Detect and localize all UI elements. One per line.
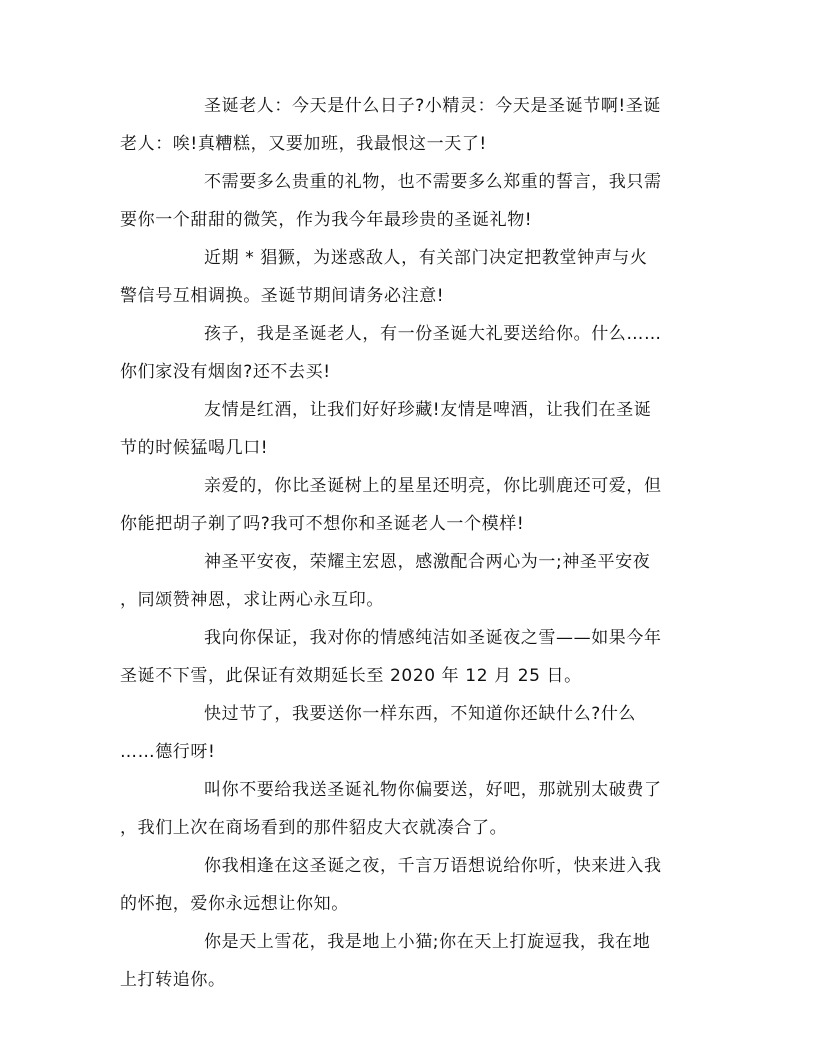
paragraph [120,467,700,543]
paragraph [120,391,700,467]
paragraph-line: 圣诞不下雪，此保证有效期延长至 2020 年 12 月 25 日。 [120,666,582,686]
paragraph-line: ，我们上次在商场看到的那件貂皮大衣就凑合了。 [120,818,508,838]
paragraph-line: ……德行呀! [120,742,216,762]
paragraph [120,87,700,163]
paragraph [120,619,700,695]
paragraph-line: 你能把胡子剃了吗?我可不想你和圣诞老人一个模样! [120,514,525,534]
paragraph-line: 快过节了，我要送你一样东西，不知道你还缺什么?什么 [204,704,637,724]
paragraph-line: 神圣平安夜，荣耀主宏恩，感激配合两心为一;神圣平安夜 [204,552,651,572]
paragraph-line: 不需要多么贵重的礼物，也不需要多么郑重的誓言，我只需 [204,172,662,192]
paragraph-line: 节的时候猛喝几口! [120,438,269,458]
paragraph [120,847,700,923]
paragraph-line: 上打转追你。 [120,970,226,990]
paragraph-line: ，同颂赞神恩，求让两心永互印。 [120,590,384,610]
paragraph [120,239,700,315]
paragraph-line: 你是天上雪花，我是地上小猫;你在天上打旋逗我，我在地 [204,932,651,952]
paragraph-line: 的怀抱，爱你永远想让你知。 [120,894,349,914]
paragraph [120,695,700,771]
paragraph-line: 你们家没有烟囱?还不去买! [120,362,331,382]
paragraph-line: 亲爱的，你比圣诞树上的星星还明亮，你比驯鹿还可爱，但 [204,476,662,496]
paragraph-line: 要你一个甜甜的微笑，作为我今年最珍贵的圣诞礼物! [120,210,533,230]
paragraph-line: 老人：唉!真糟糕，又要加班，我最恨这一天了! [120,134,487,154]
paragraph-line: 警信号互相调换。圣诞节期间请务必注意! [120,286,445,306]
paragraph-line: 友情是红酒，让我们好好珍藏!友情是啤酒，让我们在圣诞 [204,400,652,420]
paragraph [120,315,700,391]
paragraph-line: 孩子，我是圣诞老人，有一份圣诞大礼要送给你。什么…… [204,324,662,344]
paragraph [120,923,700,999]
paragraph [120,543,700,619]
paragraph [120,771,700,847]
paragraph-line: 叫你不要给我送圣诞礼物你偏要送，好吧，那就别太破费了 [204,780,662,800]
document-body [120,87,700,999]
paragraph-line: 近期 * 猖獗，为迷惑敌人，有关部门决定把教堂钟声与火 [204,248,648,268]
paragraph [120,163,700,239]
paragraph-line: 我向你保证，我对你的情感纯洁如圣诞夜之雪——如果今年 [204,628,662,648]
paragraph-line: 你我相逢在这圣诞之夜，千言万语想说给你听，快来进入我 [204,856,662,876]
paragraph-line: 圣诞老人：今天是什么日子?小精灵：今天是圣诞节啊!圣诞 [204,96,662,116]
